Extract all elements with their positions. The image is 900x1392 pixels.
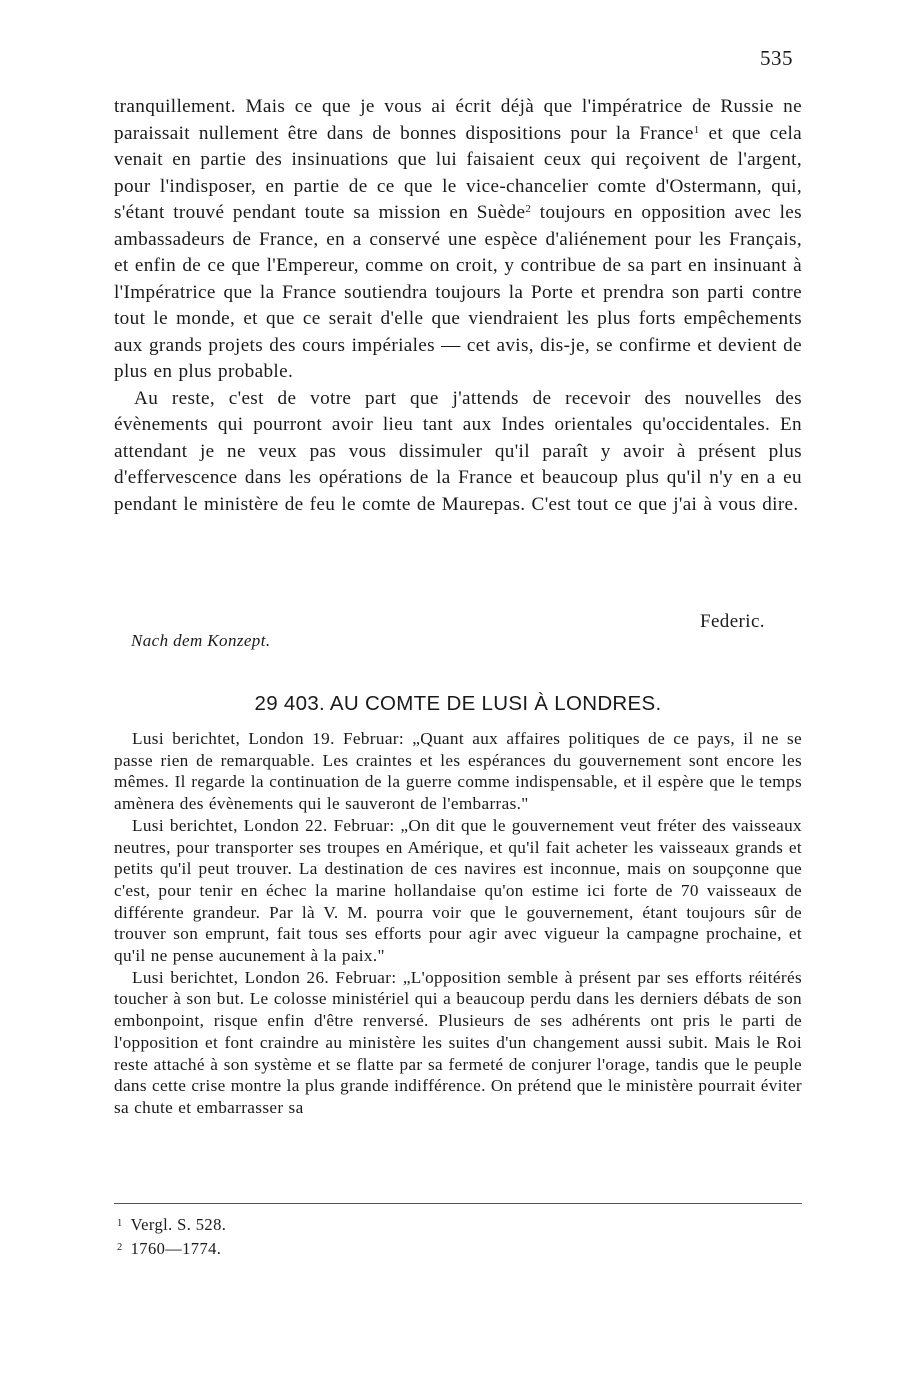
report-paragraph-3: Lusi berichtet, London 26. Februar: „L'opposition semble à présent par ses efforts réitérés toucher à son but. Le colosse ministériel qui a beaucoup perdu dans les derniers débats de son embonpoint, risque enfin d'être renversé. Plusieurs de ses adhérents ont pris le parti de l'opposition et font craindre au ministère les suites d'un changement aussi subit. Mais le Roi reste attaché à son système et se flatte par sa fermeté de conjurer l'orage, tandis que le peuple dans cette crise montre la plus grande indifférence. On prétend que le ministère pourrait éviter sa chute et embarrasser sa bbox=[114, 967, 802, 1117]
letter-text-part-2: et que cela venait en partie des insinuations que lui faisaient ceux qui reçoivent de l'argent, pour l'indisposer, en partie de ce que le vice-chancelier comte d'Ostermann, qui, s'étant trouvé pendant toute sa mission en Suède bbox=[114, 122, 802, 223]
section-heading: 29 403. AU COMTE DE LUSI À LONDRES. bbox=[254, 692, 662, 715]
report-paragraph-2: Lusi berichtet, London 22. Februar: „On dit que le gouvernement veut fréter des vaisseaux neutres, pour transporter ses troupes en Amérique, et qu'il fait acheter les vaisseaux grands et petits qu'il peut trouver. La destination de ces navires est inconnue, mais on soupçonne que c'est, pour tenir en échec la marine hollandaise qu'on estime ici forte de 70 vaisseaux de différente grandeur. Par là V. M. pourra voir que le gouvernement, étant toujours sûr de trouver son emprunt, fait tous ses efforts pour agir avec vigueur la campagne prochaine, et qu'il ne pense aucunement à la paix." bbox=[114, 815, 802, 966]
footnote-ref-2[interactable]: 2 bbox=[525, 203, 532, 215]
letter-text-part-1: tranquillement. Mais ce que je vous ai écrit déjà que l'impératrice de Russie ne paraissait nullement être dans de bonnes dispositions pour la France bbox=[114, 96, 802, 144]
footnote-text: Vergl. S. 528. bbox=[130, 1215, 227, 1234]
report-block bbox=[114, 728, 802, 1119]
footnote-mark: 2 bbox=[117, 1242, 123, 1253]
footnote-2 bbox=[117, 1236, 797, 1260]
signature: Federic. bbox=[700, 611, 765, 632]
footnote-1 bbox=[117, 1212, 797, 1236]
footnote-divider bbox=[114, 1203, 802, 1204]
letter-body bbox=[114, 94, 802, 518]
letter-paragraph-1 bbox=[114, 94, 802, 386]
report-paragraph-1: Lusi berichtet, London 19. Februar: „Quant aux affaires politiques de ce pays, il ne se passe rien de remarquable. Les craintes et les espérances du gouvernement sont encore les mêmes. Il regarde la continuation de la guerre comme indispensable, et il espère que le temps amènera des évènements qui le sauveront de l'embarras." bbox=[114, 729, 802, 814]
source-note: Nach dem Konzept. bbox=[131, 631, 271, 650]
letter-paragraph-2: Au reste, c'est de votre part que j'attends de recevoir des nouvelles des évènements qui pourront avoir lieu tant aux Indes orientales qu'occidentales. En attendant je ne veux pas vous dissimuler qu'il paraît y avoir à présent plus d'effervescence dans les opérations de la France et beaucoup plus qu'il n'y en a eu pendant le ministère de feu le comte de Maurepas. C'est tout ce que j'ai à vous dire. bbox=[114, 387, 802, 515]
footnote-text: 1760—1774. bbox=[130, 1239, 222, 1258]
footnote-mark: 1 bbox=[117, 1218, 123, 1229]
footnotes bbox=[117, 1212, 797, 1260]
page-number: 535 bbox=[760, 46, 793, 70]
letter-text-part-3: toujours en opposition avec les ambassadeurs de France, en a conservé une espèce d'aliénement pour les Français, et enfin de ce que l'Empereur, comme on croit, y contribue de sa part en insinuant à l'Impératrice que la France soutiendra toujours la Porte et prendra son parti contre tout le monde, et que ce serait d'elle que viendraient les plus forts empêchements aux grands projets des cours impériales — cet avis, dis-je, se confirme et devient de plus en plus probable. bbox=[114, 202, 802, 382]
footnote-ref-1[interactable]: 1 bbox=[693, 123, 700, 136]
